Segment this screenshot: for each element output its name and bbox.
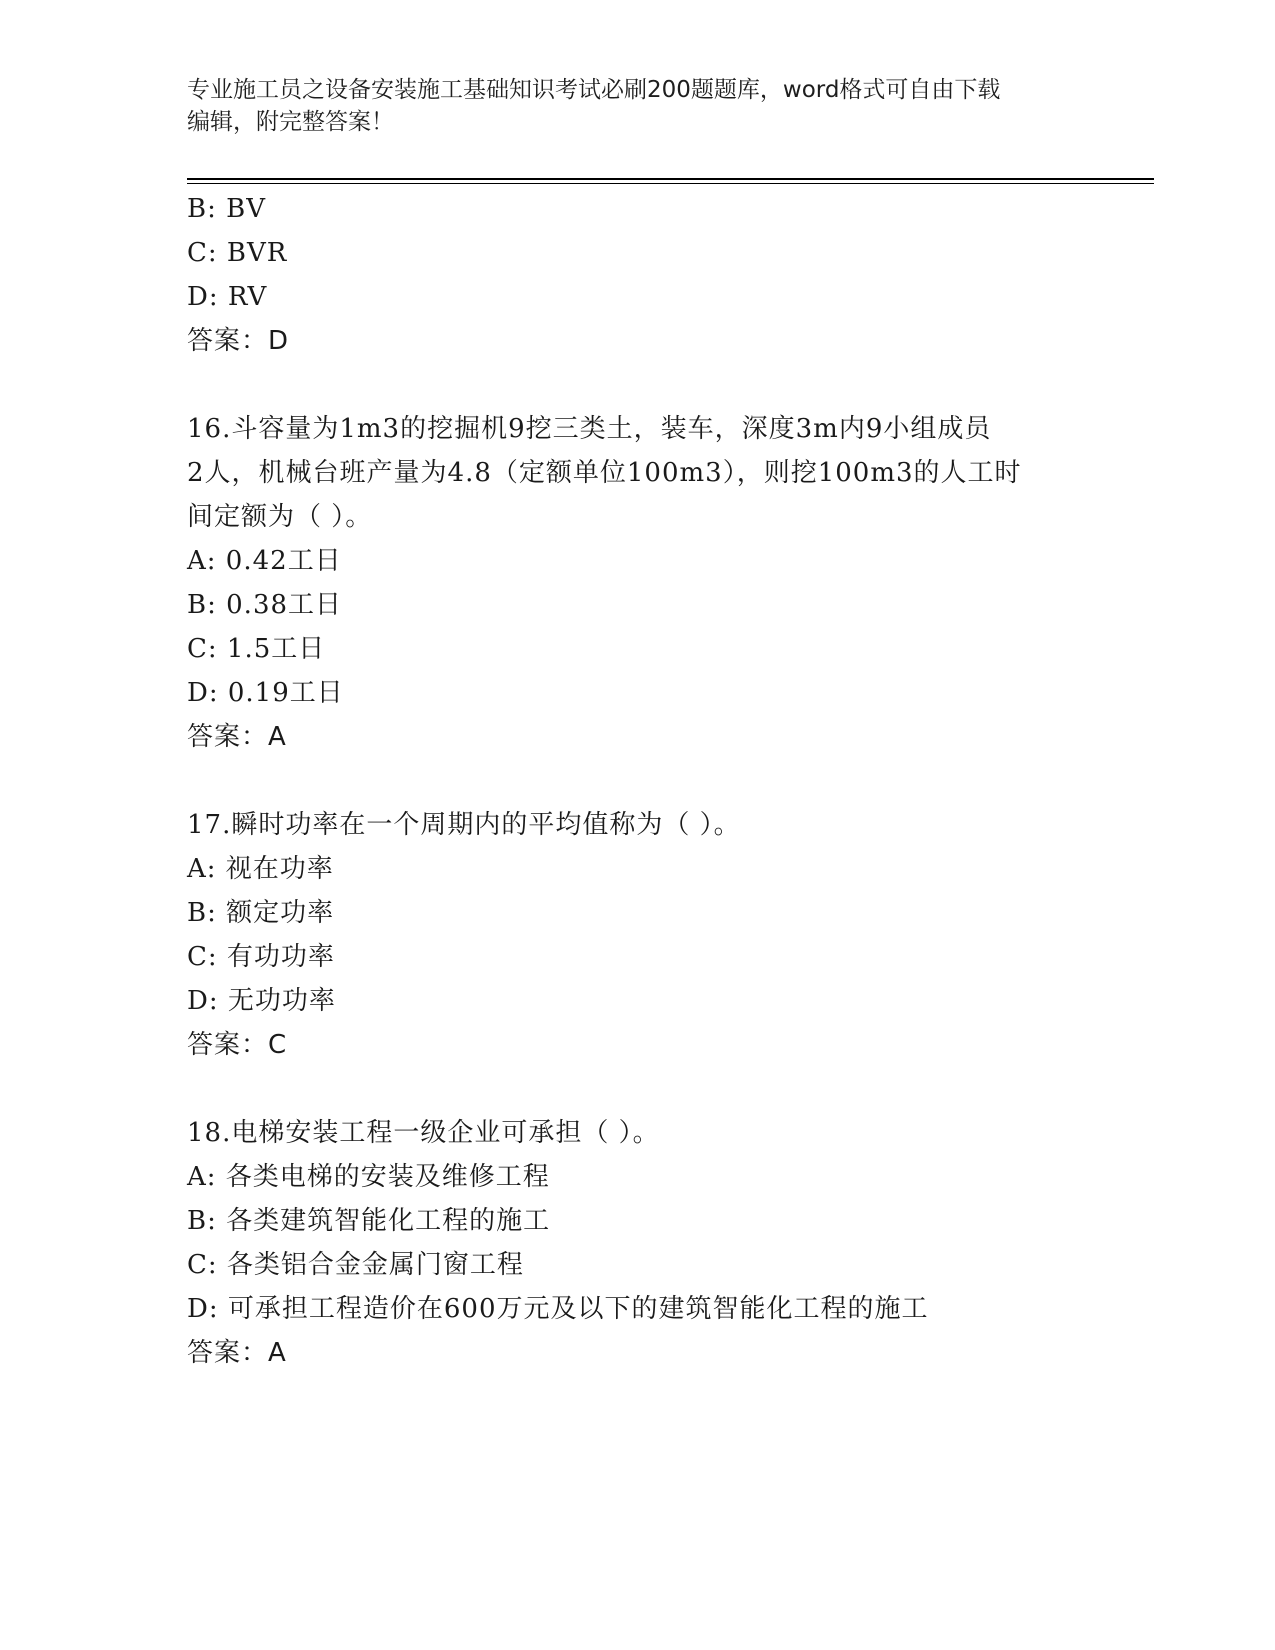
q16-stem-line-2: 2人，机械台班产量为4.8（定额单位100m3），则挖100m3的人工时 <box>187 458 1022 488</box>
q18-option-b: B: 各类建筑智能化工程的施工 <box>187 1206 551 1236</box>
q18-stem: 18.电梯安装工程一级企业可承担（ ）。 <box>187 1118 660 1148</box>
header-divider-thin <box>187 183 1154 184</box>
q15-option-c: C: BVR <box>187 238 288 268</box>
q16-option-b: B: 0.38工日 <box>187 590 343 620</box>
q18-option-d: D: 可承担工程造价在600万元及以下的建筑智能化工程的施工 <box>187 1294 929 1324</box>
q16-answer: 答案：A <box>187 722 287 752</box>
q16-option-a: A: 0.42工日 <box>187 546 342 576</box>
q16-option-c: C: 1.5工日 <box>187 634 326 664</box>
q17-option-a: A: 视在功率 <box>187 854 334 884</box>
q17-stem: 17.瞬时功率在一个周期内的平均值称为（ ）。 <box>187 810 741 840</box>
q18-option-c: C: 各类铝合金金属门窗工程 <box>187 1250 524 1280</box>
header-line-1: 专业施工员之设备安装施工基础知识考试必刷200题题库，word格式可自由下载 <box>187 77 1001 103</box>
q15-option-d: D: RV <box>187 282 268 312</box>
header-divider-thick <box>187 178 1154 180</box>
q15-answer: 答案：D <box>187 326 290 356</box>
header-line-2: 编辑，附完整答案！ <box>187 109 394 135</box>
q17-option-c: C: 有功功率 <box>187 942 335 972</box>
q18-option-a: A: 各类电梯的安装及维修工程 <box>187 1162 550 1192</box>
q16-option-d: D: 0.19工日 <box>187 678 344 708</box>
q16-stem-line-1: 16.斗容量为1m3的挖掘机9挖三类土，装车，深度3m内9小组成员 <box>187 414 992 444</box>
q17-answer: 答案：C <box>187 1030 288 1060</box>
q16-stem-line-3: 间定额为（ ）。 <box>187 502 373 532</box>
q15-option-b: B: BV <box>187 194 267 224</box>
document-header <box>187 74 1067 138</box>
q17-option-d: D: 无功功率 <box>187 986 336 1016</box>
q18-answer: 答案：A <box>187 1338 287 1368</box>
q17-option-b: B: 额定功率 <box>187 898 335 928</box>
